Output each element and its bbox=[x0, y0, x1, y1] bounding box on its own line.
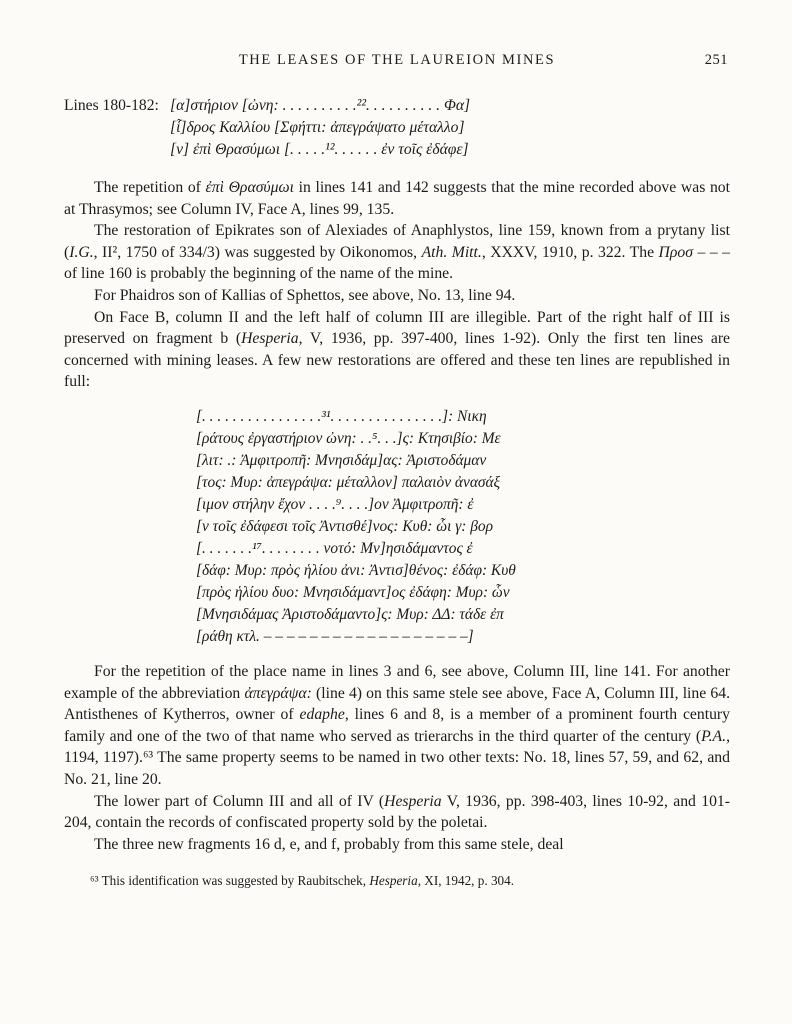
greek-line: [ἷ]δρος Καλλίου [Σφήττι: ἀπεγράψατο μέταλλο] bbox=[170, 119, 465, 136]
inscription-line: [Μνησιδάμας Ἀριστοδάμαντο]ς: Μυρ: ΔΔ: τάδε ἐπ bbox=[196, 605, 504, 623]
lines-180-182-block bbox=[64, 95, 730, 161]
inscription-line: [ιμον στήλην ἔχον . . . .⁹. . . .]ον Ἀμφιτροπῆ: ἐ bbox=[196, 495, 474, 513]
body-paragraph: The repetition of ἐπὶ Θρασύμωι in lines 141 and 142 suggests that the mine recorded above was not at Thrasymos; see Column IV, Face A, lines 99, 135. bbox=[64, 179, 730, 218]
inscription-line: [πρὸς ἡλίου δυο: Μνησιδάμαντ]ος ἐδάφη: Μυρ: ὧν bbox=[196, 583, 510, 601]
inscription-line: [τος: Μυρ: ἀπεγράψα: μέταλλον] παλαιὸν ἀνασάξ bbox=[196, 473, 501, 491]
body-paragraph: The three new fragments 16 d, e, and f, probably from this same stele, deal bbox=[94, 835, 564, 853]
inscription-line: [ράθη κτλ. – – – – – – – – – – – – – – – – – –] bbox=[196, 627, 474, 645]
body-paragraph: The lower part of Column III and all of IV (Hesperia V, 1936, pp. 398-403, lines 10-92, and 101-204, contain the records of confiscated property sold by the poletai. bbox=[64, 792, 730, 832]
greek-line: [α]στήριον [ὠνη: . . . . . . . . . .²². . . . . . . . . . Φα] bbox=[170, 97, 471, 114]
greek-line: [ν] ἐπὶ Θρασύμωι [. . . . .¹². . . . . . ἐν τοῖς ἐδάφε] bbox=[170, 141, 469, 158]
inscription-block bbox=[196, 406, 730, 648]
lines-reference-label: Lines 180-182: bbox=[64, 97, 159, 114]
body-paragraph: The restoration of Epikrates son of Alexiades of Anaphlystos, line 159, known from a prytany list (I.G., II², 1750 of 334/3) was suggested by Oikonomos, Ath. Mitt., XXXV, 1910, p. 322. The Προσ – – – of line 160 is probably the beginning of the name of the mine. bbox=[64, 222, 731, 283]
inscription-line: [λιτ: .: Ἀμφιτροπῆ: Μνησιδάμ]ας: Ἀριστοδάμαν bbox=[196, 451, 487, 469]
opening-greek-lines bbox=[170, 95, 470, 161]
page-title: THE LEASES OF THE LAUREION MINES bbox=[238, 52, 556, 68]
inscription-line: [ράτους ἐργαστήριον ὠνη: . .⁵. . .]ς: Κτησιβίο: Με bbox=[196, 429, 501, 447]
inscription-line: [ν τοῖς ἐδάφεσι τοῖς Ἀντισθέ]νος: Κυθ: ὧι γ: βορ bbox=[196, 517, 494, 535]
inscription-line: [. . . . . . .¹⁷. . . . . . . . νοτό: Μν]ησιδάμαντος ἐ bbox=[196, 539, 473, 557]
body-paragraph: On Face B, column II and the left half of column III are illegible. Part of the right half of III is preserved on fragment b (Hesperia, V, 1936, pp. 397-400, lines 1-92). Only the first ten lines are concerned with mining leases. A few new restorations are offered and these ten lines are republished in full: bbox=[64, 308, 731, 391]
body-paragraph: For the repetition of the place name in lines 3 and 6, see above, Column III, line 141. For another example of the abbreviation ἀπεγράψα: (line 4) on this same stele see above, Face A, Column III, line 64. Antisthenes of Kytherros, owner of edaphe, lines 6 and 8, is a member of a prominent fourth century family and one of the two of that name who served as trierarchs in the third quarter of the century (P.A., 1194, 1197).⁶³ The same property seems to be named in two other texts: No. 18, lines 57, 59, and 62, and No. 21, line 20. bbox=[64, 662, 730, 788]
page-number: 251 bbox=[704, 52, 728, 68]
inscription-line: [δάφ: Μυρ: πρὸς ἡλίου ἀνι: Ἀντισ]θένος: ἐδάφ: Κυθ bbox=[196, 561, 516, 579]
running-header bbox=[64, 52, 730, 69]
footnote: ⁶³ This identification was suggested by Raubitschek, Hesperia, XI, 1942, p. 304. bbox=[90, 873, 515, 889]
body-paragraph: For Phaidros son of Kallias of Sphettos, see above, No. 13, line 94. bbox=[94, 286, 516, 304]
inscription-line: [. . . . . . . . . . . . . . . .³¹. . . . . . . . . . . . . . .]: Νικη bbox=[196, 407, 487, 425]
